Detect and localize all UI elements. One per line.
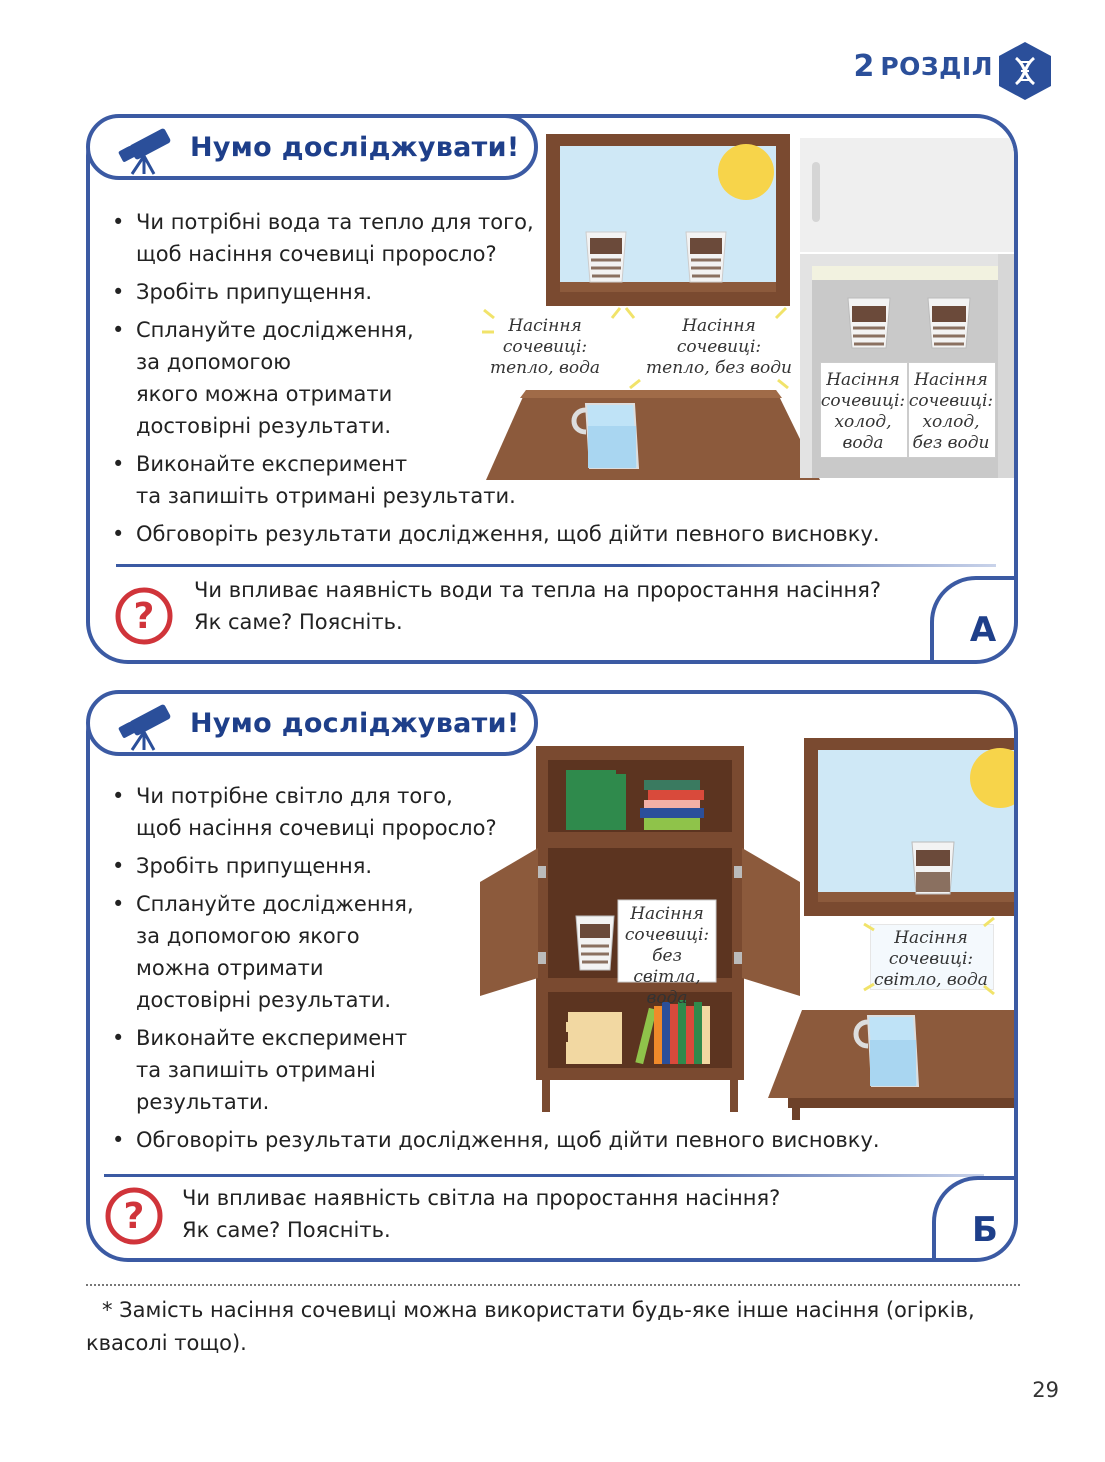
telescope-icon bbox=[110, 700, 180, 752]
label-dark-water: Насіння сочевиці: без світла, вода bbox=[624, 904, 710, 1008]
list-item: • Виконайте експеримент та запишіть отримані результати. bbox=[112, 1022, 992, 1118]
panel-title: Нумо досліджувати! bbox=[190, 131, 520, 163]
panel-letter-b: Б bbox=[932, 1176, 1018, 1262]
separator bbox=[104, 1174, 984, 1177]
page-number: 29 bbox=[1032, 1378, 1059, 1402]
panel-letter-a: А bbox=[930, 576, 1018, 664]
dna-hexagon-icon bbox=[996, 40, 1054, 102]
list-item: • Обговоріть результати дослідження, щоб дійти певного висновку. bbox=[112, 1124, 992, 1156]
footnote bbox=[86, 1294, 1026, 1360]
list-item: • Зробіть припущення. bbox=[112, 850, 992, 882]
question-text-a: Чи впливає наявність води та тепла на проростання насіння? Як саме? Поясніть. bbox=[194, 578, 882, 634]
question-icon bbox=[104, 1186, 164, 1246]
panel-b bbox=[86, 690, 1018, 1262]
list-item: • Виконайте експеримент та запишіть отримані результати. bbox=[112, 448, 992, 512]
task-list-a bbox=[112, 206, 992, 556]
label-light-water: Насіння сочевиці: світло, вода bbox=[874, 928, 988, 990]
list-item: • Чи потрібне світло для того, щоб насіння сочевиці проросло? bbox=[112, 780, 992, 844]
chapter-word: РОЗДІЛ bbox=[880, 51, 993, 81]
telescope-icon bbox=[110, 124, 180, 176]
list-item: • Сплануйте дослідження, за допомогою якого можна отримати достовірні результати. bbox=[112, 888, 992, 1016]
list-item: • Зробіть припущення. bbox=[112, 276, 992, 308]
chapter-header bbox=[853, 44, 993, 88]
footnote-divider bbox=[86, 1284, 1020, 1286]
footnote-text: * Замість насіння сочевиці можна використати будь-яке інше насіння (огірків, квасолі тощо). bbox=[86, 1298, 975, 1355]
label-warm-water: Насіння сочевиці: тепло, вода bbox=[489, 316, 601, 378]
label-cold-water: Насіння сочевиці: холод, вода bbox=[820, 370, 906, 453]
task-list-b bbox=[112, 780, 992, 1162]
panel-a-title-tab bbox=[86, 114, 538, 180]
label-warm-no-water: Насіння сочевиці: тепло, без води bbox=[646, 316, 792, 378]
list-item: • Обговоріть результати дослідження, щоб дійти певного висновку. bbox=[112, 518, 992, 550]
panel-a bbox=[86, 114, 1018, 664]
panel-title: Нумо досліджувати! bbox=[190, 707, 520, 739]
separator bbox=[116, 564, 996, 567]
label-cold-no-water: Насіння сочевиці: холод, без води bbox=[908, 370, 994, 453]
svg-text:?: ? bbox=[123, 1196, 145, 1237]
list-item: • Сплануйте дослідження, за допомогою якого можна отримати достовірні результати. bbox=[112, 314, 992, 442]
chapter-number: 2 bbox=[853, 48, 875, 84]
list-item: • Чи потрібні вода та тепло для того, щоб насіння сочевиці проросло? bbox=[112, 206, 992, 270]
question-icon bbox=[114, 586, 174, 646]
svg-text:?: ? bbox=[133, 596, 155, 637]
panel-b-title-tab bbox=[86, 690, 538, 756]
question-text-b: Чи впливає наявність світла на проростання насіння? Як саме? Поясніть. bbox=[182, 1186, 781, 1242]
